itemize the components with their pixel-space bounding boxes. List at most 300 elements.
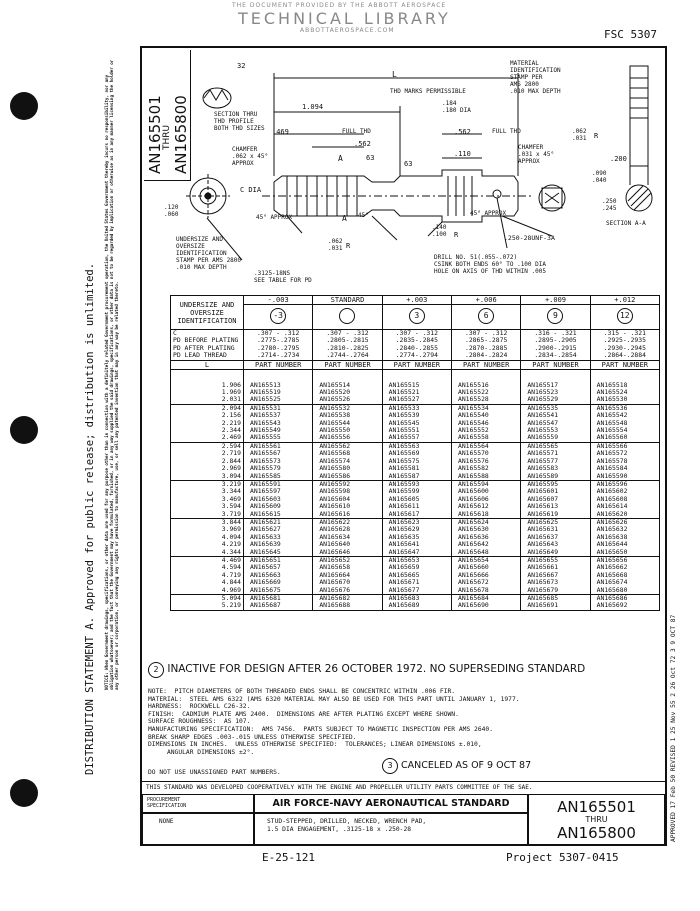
note-line: ANGULAR DIMENSIONS ±2°. (148, 748, 255, 756)
label-062-r: .062 .031 (572, 128, 587, 142)
part-number: AN165665 (388, 570, 420, 579)
size-mark-icon: 9 (547, 308, 563, 324)
part-number-cell (451, 404, 520, 442)
part-number: AN165678 (457, 585, 489, 594)
part-number: AN165689 (388, 601, 420, 610)
size-mark-cell (521, 305, 590, 330)
table-row (171, 556, 660, 594)
part-number: AN165659 (388, 563, 420, 572)
part-number-cell (382, 595, 451, 611)
part-number: AN165616 (319, 509, 351, 518)
length-value: 2.344 (221, 426, 241, 435)
footer-code: E-25-121 (262, 851, 315, 864)
part-number: AN165571 (527, 449, 559, 458)
part-number: AN165614 (596, 502, 628, 511)
pd-values: .307 - .312 .2775-.2785 .2780-.2795 .2714-.2734 (244, 330, 313, 361)
length-value: 2.594 (221, 441, 241, 450)
part-number-cell (521, 404, 590, 442)
part-number: AN165655 (527, 555, 559, 564)
length-value: 3.844 (221, 517, 241, 526)
part-number: AN165550 (319, 426, 351, 435)
header-top-line: THE DOCUMENT PROVIDED BY THE ABBOTT AEROSPACE (232, 2, 447, 9)
label-chamfer-1: CHAMFER .062 x 45° APPROX (232, 146, 269, 167)
label-length: L (392, 70, 397, 79)
part-number: AN165629 (388, 525, 420, 534)
part-number: AN165684 (457, 594, 489, 602)
punch-hole (10, 779, 38, 807)
std-thru-vertical: THRU (162, 124, 172, 150)
length-value: 3.719 (221, 509, 241, 518)
part-number: AN165604 (319, 494, 351, 503)
part-number: AN165658 (319, 563, 351, 572)
part-number: AN165568 (319, 449, 351, 458)
part-number: AN165646 (319, 547, 351, 556)
part-number: AN165572 (596, 449, 628, 458)
part-number: AN165668 (596, 570, 628, 579)
part-number: AN165535 (527, 403, 559, 412)
label-r-1: R (594, 132, 599, 140)
length-value: 3.219 (221, 479, 241, 488)
part-number-cell (244, 480, 313, 518)
l-header: L (171, 360, 244, 369)
part-number: AN165526 (319, 395, 351, 404)
size-header: +.012 (590, 296, 659, 305)
part-number: AN165677 (388, 585, 420, 594)
part-number: AN165547 (527, 418, 559, 427)
part-number: AN165627 (250, 525, 281, 534)
part-number: AN165540 (457, 411, 489, 420)
length-value: 4.844 (221, 578, 241, 587)
part-number: AN165692 (596, 601, 628, 610)
part-number-cell (451, 369, 520, 404)
part-number: AN165610 (319, 502, 351, 511)
part-number-header: PART NUMBER (590, 360, 659, 369)
part-number-cell (521, 480, 590, 518)
part-number: AN165515 (388, 380, 420, 389)
part-number: AN165649 (527, 547, 559, 556)
part-number: AN165663 (250, 570, 281, 579)
part-number-cell (244, 442, 313, 480)
part-number: AN165653 (388, 555, 420, 564)
part-number: AN165688 (319, 601, 351, 610)
part-number: AN165662 (596, 563, 628, 572)
section-aa-icon (539, 185, 565, 211)
part-number: AN165630 (457, 525, 489, 534)
part-number: AN165513 (250, 380, 281, 389)
part-number: AN165667 (527, 570, 559, 579)
part-number: AN165690 (457, 601, 489, 610)
part-number: AN165611 (388, 502, 420, 511)
length-value: 2.719 (221, 449, 241, 458)
part-number: AN165642 (457, 540, 489, 549)
part-number-cell (313, 442, 382, 480)
part-number: AN165683 (388, 594, 420, 602)
part-number: AN165652 (319, 555, 351, 564)
part-number-header: PART NUMBER (382, 360, 451, 369)
label-section-thru: SECTION THRU THD PROFILE BOTH THD SIZES (214, 111, 265, 132)
canceled-statement (382, 758, 531, 774)
length-cell (171, 480, 244, 518)
size-mark-cell (382, 305, 451, 330)
part-number: AN165618 (457, 509, 489, 518)
size-header: -.003 (244, 296, 313, 305)
part-number: AN165600 (457, 487, 489, 496)
canceled-text: CANCELED AS OF 9 OCT 87 (401, 760, 532, 771)
part-number-cell (244, 369, 313, 404)
note-line: SURFACE ROUGHNESS: AS 107. (148, 718, 251, 726)
part-number-cell (313, 480, 382, 518)
part-number: AN165675 (250, 585, 281, 594)
part-number: AN165682 (319, 594, 351, 602)
part-number: AN165559 (527, 433, 559, 442)
part-number: AN165592 (319, 479, 351, 488)
part-number: AN165635 (388, 532, 420, 541)
part-number: AN165521 (388, 388, 420, 397)
part-number: AN165638 (596, 532, 628, 541)
part-number: AN165676 (319, 585, 351, 594)
label-1094: 1.094 (302, 103, 324, 111)
part-number: AN165562 (319, 441, 351, 450)
pd-label: C PD BEFORE PLATING PD AFTER PLATING PD LEAD THREAD (171, 330, 244, 361)
pd-values: .315 - .321 .2925-.2935 .2930-.2945 .2864-.2884 (590, 330, 659, 361)
length-value: 5.219 (221, 601, 241, 610)
part-number: AN165607 (527, 494, 559, 503)
label-45-approx-2: 45° APPROX (470, 210, 507, 217)
part-number: AN165624 (457, 517, 489, 526)
label-32: 32 (237, 62, 246, 70)
part-number-cell (590, 556, 659, 594)
part-number: AN165534 (457, 403, 489, 412)
label-63-b: 63 (404, 160, 413, 168)
length-cell (171, 556, 244, 594)
std-number-vertical: AN165501 (146, 95, 164, 174)
part-number-cell (382, 518, 451, 556)
pd-values: .316 - .321 .2895-.2905 .2900-.2915 .2834-.2854 (521, 330, 590, 361)
standard-thru: THRU (585, 815, 608, 824)
part-number: AN165590 (596, 471, 628, 480)
part-number: AN165622 (319, 517, 351, 526)
part-number: AN165528 (457, 395, 489, 404)
length-value: 1.969 (221, 388, 241, 397)
length-value: 4.719 (221, 570, 241, 579)
part-number: AN165623 (388, 517, 420, 526)
part-number-cell (590, 404, 659, 442)
standard-number-box (528, 794, 665, 845)
label-200: .200 (610, 155, 627, 163)
part-number: AN165664 (319, 570, 351, 579)
part-number: AN165602 (596, 487, 628, 496)
part-number: AN165647 (388, 547, 420, 556)
part-number: AN165570 (457, 449, 489, 458)
part-number: AN165603 (250, 494, 281, 503)
label-c-dia: C DIA (240, 186, 262, 194)
part-number: AN165691 (527, 601, 559, 610)
length-value: 5.094 (221, 594, 241, 602)
part-number-cell (382, 369, 451, 404)
part-number-header: PART NUMBER (451, 360, 520, 369)
part-number-cell (521, 518, 590, 556)
label-45: 45° (358, 212, 369, 219)
note-line: FINISH: CADMIUM PLATE AMS 2400. DIMENSIONS ARE AFTER PLATING EXCEPT WHERE SHOWN. (148, 710, 459, 718)
part-number: AN165583 (527, 464, 559, 473)
part-number: AN165565 (527, 441, 559, 450)
size-header: +.009 (521, 296, 590, 305)
length-value: 2.031 (221, 395, 241, 404)
label-material-stamp: MATERIAL IDENTIFICATION STAMP PER AMS 2800 .010 MAX DEPTH (510, 60, 561, 95)
length-value: 3.469 (221, 494, 241, 503)
part-number: AN165569 (388, 449, 420, 458)
part-number-cell (313, 404, 382, 442)
inactive-text: INACTIVE FOR DESIGN AFTER 26 OCTOBER 1972. NO SUPERSEDING STANDARD (167, 663, 586, 675)
size-mark-icon: 6 (478, 308, 494, 324)
part-number: AN165546 (457, 418, 489, 427)
thread-profile-icon (203, 88, 231, 108)
approval-revision-strip: APPROVED 17 Feb 50 REVISED 1 25 Nov 55 2 26 Oct 72 3 9 OCT 87 (670, 614, 677, 842)
part-number-header: PART NUMBER (313, 360, 382, 369)
part-number-cell (590, 480, 659, 518)
part-number: AN165634 (319, 532, 351, 541)
pd-values: .307 - .312 .2805-.2815 .2810-.2825 .2744-.2764 (313, 330, 382, 361)
label-184-dia: .184 .180 DIA (442, 100, 471, 114)
side-view-icon (626, 66, 652, 211)
part-number: AN165566 (596, 441, 628, 450)
label-thread-250: .250-28UNF-3A (504, 234, 555, 242)
size-mark-cell (244, 305, 313, 330)
part-number: AN165578 (596, 456, 628, 465)
length-value: 3.969 (221, 525, 241, 534)
developed-note: THIS STANDARD WAS DEVELOPED COOPERATIVELY WITH THE ENGINE AND PROPELLER UTILITY PARTS COMMITTEE OF THE SAE. (142, 781, 665, 794)
part-number: AN165648 (457, 547, 489, 556)
part-number: AN165643 (527, 540, 559, 549)
part-number: AN165518 (596, 380, 628, 389)
part-number-cell (244, 518, 313, 556)
part-number-cell (451, 480, 520, 518)
size-mark-icon: 12 (617, 308, 633, 324)
part-number: AN165687 (250, 601, 281, 610)
part-number: AN165669 (250, 578, 281, 587)
part-number: AN165542 (596, 411, 628, 420)
standard-description: STUD-STEPPED, DRILLED, NECKED, WRENCH PAD, 1.5 DIA ENGAGEMENT, .3125-18 x .250-28 (254, 813, 528, 845)
part-number-cell (382, 442, 451, 480)
part-number-cell (244, 404, 313, 442)
part-number: AN165670 (319, 578, 351, 587)
part-number: AN165626 (596, 517, 628, 526)
part-number: AN165551 (388, 426, 420, 435)
part-number: AN165588 (457, 471, 489, 480)
distribution-statement: DISTRIBUTION STATEMENT A. Approved for public release; distribution is unlimited. (84, 262, 96, 775)
part-number: AN165672 (457, 578, 489, 587)
length-value: 4.469 (221, 555, 241, 564)
part-number: AN165567 (250, 449, 281, 458)
size-mark-cell (313, 305, 382, 330)
part-number: AN165548 (596, 418, 628, 427)
part-number: AN165615 (250, 509, 281, 518)
length-value: 4.094 (221, 532, 241, 541)
procurement-spec-value: NONE (142, 813, 254, 845)
length-value: 2.156 (221, 411, 241, 420)
size-mark-icon: -3 (270, 308, 286, 324)
part-number: AN165514 (319, 380, 351, 389)
label-r-2: R (454, 231, 459, 239)
part-number: AN165613 (527, 502, 559, 511)
label-250: .250 .245 (602, 198, 617, 212)
length-value: 4.344 (221, 547, 241, 556)
part-number-cell (313, 595, 382, 611)
standard-org-title: AIR FORCE-NAVY AERONAUTICAL STANDARD (254, 794, 528, 813)
part-number: AN165591 (250, 479, 281, 488)
part-number: AN165584 (596, 464, 628, 473)
note-line: BREAK SHARP EDGES .003-.015 UNLESS OTHERWISE SPECIFIED. (148, 733, 357, 741)
standard-number-2: AN165800 (557, 824, 636, 842)
part-number: AN165531 (250, 403, 281, 412)
part-number-cell (244, 595, 313, 611)
part-number-cell (590, 518, 659, 556)
part-number: AN165656 (596, 555, 628, 564)
part-number: AN165595 (527, 479, 559, 488)
part-number: AN165637 (527, 532, 559, 541)
part-number: AN165596 (596, 479, 628, 488)
part-number: AN165520 (319, 388, 351, 397)
part-number-header: PART NUMBER (521, 360, 590, 369)
part-number: AN165552 (457, 426, 489, 435)
size-mark-cell (590, 305, 659, 330)
part-number: AN165576 (457, 456, 489, 465)
part-number: AN165587 (388, 471, 420, 480)
part-number: AN165529 (527, 395, 559, 404)
note-line: HARDNESS: ROCKWELL C26-32. (148, 703, 251, 711)
label-45-approx-1: 45° APPROX (256, 214, 293, 221)
part-number: AN165657 (250, 563, 281, 572)
length-cell (171, 518, 244, 556)
part-number: AN165586 (319, 471, 351, 480)
part-number: AN165601 (527, 487, 559, 496)
length-value: 1.906 (221, 380, 241, 389)
part-number: AN165517 (527, 380, 559, 389)
length-cell (171, 595, 244, 611)
size-mark-icon: 3 (409, 308, 425, 324)
part-number: AN165612 (457, 502, 489, 511)
part-number: AN165574 (319, 456, 351, 465)
part-number: AN165606 (457, 494, 489, 503)
part-number: AN165666 (457, 570, 489, 579)
part-number: AN165573 (250, 456, 281, 465)
part-number: AN165661 (527, 563, 559, 572)
part-number: AN165617 (388, 509, 420, 518)
part-number: AN165541 (527, 411, 559, 420)
length-value: 4.219 (221, 540, 241, 549)
label-090: .090 .040 (592, 170, 607, 184)
part-number-cell (382, 556, 451, 594)
label-062-b: .062 .031 (328, 238, 343, 252)
length-value: 4.594 (221, 563, 241, 572)
std-number2-vertical: AN165800 (172, 95, 190, 174)
part-number: AN165625 (527, 517, 559, 526)
part-number-cell (521, 556, 590, 594)
part-number: AN165543 (250, 418, 281, 427)
part-number: AN165555 (250, 433, 281, 442)
table-row (171, 369, 660, 404)
part-number: AN165539 (388, 411, 420, 420)
part-number: AN165522 (457, 388, 489, 397)
part-number: AN165686 (596, 594, 628, 602)
length-value: 3.344 (221, 487, 241, 496)
part-number: AN165609 (250, 502, 281, 511)
label-562-b: .562 (454, 128, 471, 136)
part-number: AN165516 (457, 380, 489, 389)
label-110: .110 (454, 150, 471, 158)
table-row (171, 442, 660, 480)
length-cell (171, 369, 244, 404)
part-number: AN165671 (388, 578, 420, 587)
part-number: AN165556 (319, 433, 351, 442)
length-value: 3.094 (221, 471, 241, 480)
inactive-statement (148, 662, 585, 678)
part-number: AN165679 (527, 585, 559, 594)
part-number: AN165631 (527, 525, 559, 534)
part-number-cell (590, 595, 659, 611)
part-number: AN165620 (596, 509, 628, 518)
part-number: AN165641 (388, 540, 420, 549)
label-r-3: R (346, 242, 351, 250)
part-number: AN165538 (319, 411, 351, 420)
part-number-cell (521, 595, 590, 611)
notes-block (148, 688, 658, 756)
part-number-cell (382, 480, 451, 518)
table-row (171, 518, 660, 556)
part-number: AN165621 (250, 517, 281, 526)
part-number: AN165575 (388, 456, 420, 465)
length-value: 4.969 (221, 585, 241, 594)
revision-marker: 2 (148, 662, 164, 678)
part-number: AN165632 (596, 525, 628, 534)
label-section-aa: SECTION A-A (606, 220, 646, 227)
length-cell (171, 442, 244, 480)
part-number-cell (590, 369, 659, 404)
part-number: AN165680 (596, 585, 628, 594)
part-number: AN165673 (527, 578, 559, 587)
part-number: AN165549 (250, 426, 281, 435)
label-undersize-stamp: UNDERSIZE AND OVERSIZE IDENTIFICATION STAMP PER AMS 2800 .010 MAX DEPTH (176, 236, 242, 271)
label-a-2: A (342, 214, 347, 223)
pd-values: .307 - .312 .2835-.2845 .2840-.2855 .2774-.2794 (382, 330, 451, 361)
size-header: +.003 (382, 296, 451, 305)
part-number-cell (313, 369, 382, 404)
part-number: AN165599 (388, 487, 420, 496)
length-value: 2.094 (221, 403, 241, 412)
part-number: AN165608 (596, 494, 628, 503)
part-number: AN165564 (457, 441, 489, 450)
part-number-cell (451, 442, 520, 480)
length-value: 2.969 (221, 464, 241, 473)
table-row (171, 480, 660, 518)
part-number: AN165605 (388, 494, 420, 503)
label-thread-3125: .3125-18NS SEE TABLE FOR PD (254, 270, 312, 284)
part-number-cell (451, 556, 520, 594)
part-number: AN165563 (388, 441, 420, 450)
part-number: AN165660 (457, 563, 489, 572)
part-number: AN165530 (596, 395, 628, 404)
part-number-cell (313, 556, 382, 594)
part-number: AN165636 (457, 532, 489, 541)
size-mark-icon (339, 308, 355, 324)
part-number: AN165554 (596, 426, 628, 435)
part-number: AN165558 (457, 433, 489, 442)
part-number-cell (451, 595, 520, 611)
standard-number: AN165501 (557, 798, 636, 816)
part-number: AN165654 (457, 555, 489, 564)
note-line: NOTE: PITCH DIAMETERS OF BOTH THREADED ENDS SHALL BE CONCENTRIC WITHIN .006 FIR. (148, 688, 456, 695)
part-number-table (170, 295, 660, 611)
